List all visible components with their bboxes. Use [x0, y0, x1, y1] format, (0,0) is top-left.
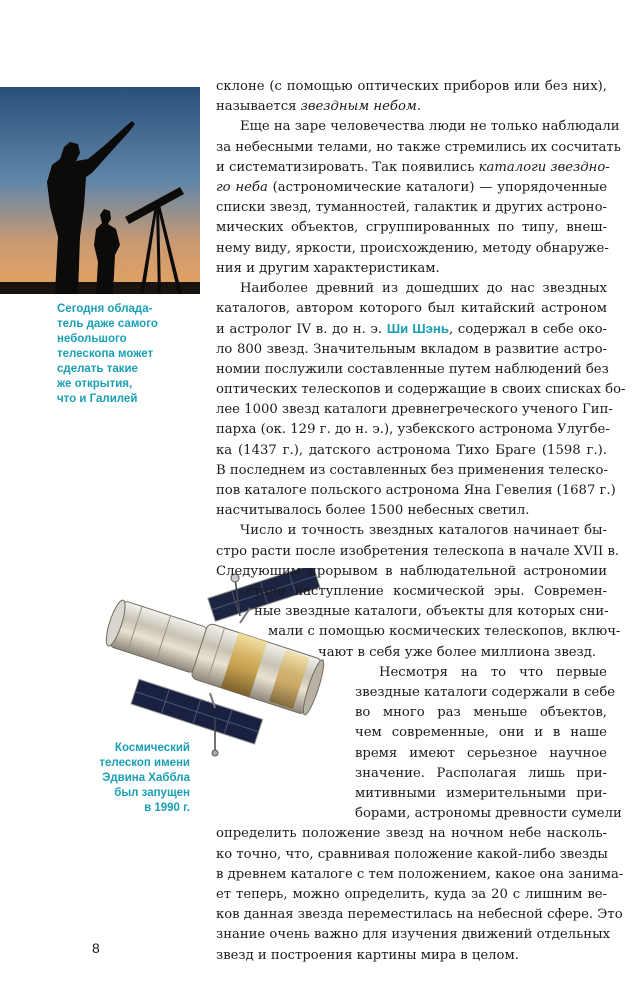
text-run: (астрономические каталоги) — упорядоченные [267, 180, 607, 195]
body-line: митивными измерительными при- [355, 786, 607, 801]
text-run: . [416, 99, 422, 115]
highlighted-name: Ши Шэнь [386, 321, 449, 337]
body-line: списки звезд, туманностей, галактик и других астроно- [216, 200, 607, 216]
body-line: Число и точность звездных каталогов начинает бы- [240, 523, 607, 539]
body-line: пов каталоге польского астронома Яна Гевелия (1687 г.) [216, 483, 616, 498]
caption-line: сделать такие [57, 363, 138, 375]
caption-line: был запущен [114, 787, 190, 799]
caption-line: же открытия, [57, 378, 133, 390]
body-line: ко точно, что, сравнивая положение какой-либо звезды [216, 846, 608, 862]
body-line: склоне (с помощью оптических приборов или без них), [216, 79, 607, 94]
body-line: стро расти после изобретения телескопа в начале XVII в. [216, 543, 620, 559]
body-line: ло 800 звезд. Значительным вкладом в развитие астро- [216, 341, 607, 357]
caption-line: что и Галилей [57, 393, 138, 405]
body-line: во много раз меньше объектов, [355, 705, 607, 721]
body-line: Еще на заре человечества люди не только наблюдали [240, 119, 620, 135]
body-line: ния и другим характеристикам. [216, 260, 440, 276]
caption-line: Сегодня облада- [57, 303, 153, 315]
body-line: борами, астрономы древности сумели [355, 806, 622, 822]
text-run: называется [216, 99, 301, 115]
body-line: значение. Располагая лишь при- [355, 765, 607, 781]
body-line: мали с помощью космических телескопов, включ- [268, 624, 621, 640]
stargazers-photo [0, 87, 200, 294]
body-line: ков данная звезда переместилась на небесной сфере. Это [216, 907, 623, 923]
caption-line: Космический [114, 742, 190, 754]
italic-term: звездным небом [300, 99, 417, 115]
caption-line: телескопа может [57, 348, 154, 360]
body-line [216, 97, 607, 117]
body-line: время имеют серьезное научное [355, 745, 607, 761]
telescope-caption [40, 741, 190, 816]
body-line: в древнем каталоге с тем положением, какое она занима- [216, 866, 624, 882]
body-line: Несмотря на то что первые [379, 664, 607, 680]
body-line: стало наступление космической эры. Современ- [246, 584, 607, 599]
body-line: Наиболее древний из дошедших до нас звездных [240, 281, 607, 296]
body-line: за небесными телами, но также стремились их сосчитать [216, 139, 621, 155]
body-line: оптических телескопов и содержащие в своих списках бо- [216, 382, 626, 397]
body-line: нему виду, яркости, происхождению, методу обнаруже- [216, 240, 609, 256]
body-line: звезд и построения картины мира в целом. [216, 947, 519, 963]
body-line: чем современные, они и в наше [355, 725, 607, 741]
caption-line: телескоп имени [99, 757, 190, 769]
caption-line: в 1990 г. [144, 802, 190, 814]
page-number: 8 [92, 940, 100, 956]
body-line: ка (1437 г.), датского астронома Тихо Браге (1598 г.). [216, 442, 607, 458]
body-line: звездные каталоги содержали в себе [355, 685, 616, 700]
caption-line: тель даже самого [57, 318, 158, 330]
text-run: и астролог IV в. до н. э. [216, 322, 387, 338]
body-line: В последнем из составленных без применения телеско- [216, 462, 608, 478]
italic-term: го неба [216, 180, 268, 195]
text-run: и систематизировать. Так появились [216, 159, 479, 175]
body-line: знание очень важно для изучения движений отдельных [216, 927, 611, 943]
photo-caption [57, 302, 197, 407]
body-line: парха (ок. 129 г. до н. э.), узбекского астронома Улугбе- [216, 422, 610, 438]
body-line: определить положение звезд на ночном небе насколь- [216, 826, 607, 842]
body-line: Следующим прорывом в наблюдательной астрономии [216, 563, 607, 579]
body-line: ные звездные каталоги, объекты для которых сни- [254, 604, 609, 620]
body-line [216, 178, 607, 198]
italic-term: каталоги звездно- [478, 159, 610, 175]
caption-line: Эдвина Хаббла [102, 772, 190, 784]
body-line: насчитывалось более 1500 небесных светил. [216, 503, 530, 519]
body-line [216, 158, 610, 178]
body-line: каталогов, автором которого был китайский астроном [216, 301, 607, 317]
body-line: номии послужили составленные путем наблюдений без [216, 361, 609, 377]
body-line [216, 319, 607, 340]
body-line: ет теперь, можно определить, куда за 20 с лишним ве- [216, 887, 607, 902]
body-line: чают в себя уже более миллиона звезд. [318, 644, 597, 660]
body-line: мических объектов, сгруппированных по типу, внеш- [216, 220, 607, 236]
text-run: , содержал в себе око- [448, 322, 607, 338]
caption-line: небольшого [57, 333, 127, 345]
body-line: лее 1000 звезд каталоги древнегреческого ученого Гип- [216, 402, 613, 418]
